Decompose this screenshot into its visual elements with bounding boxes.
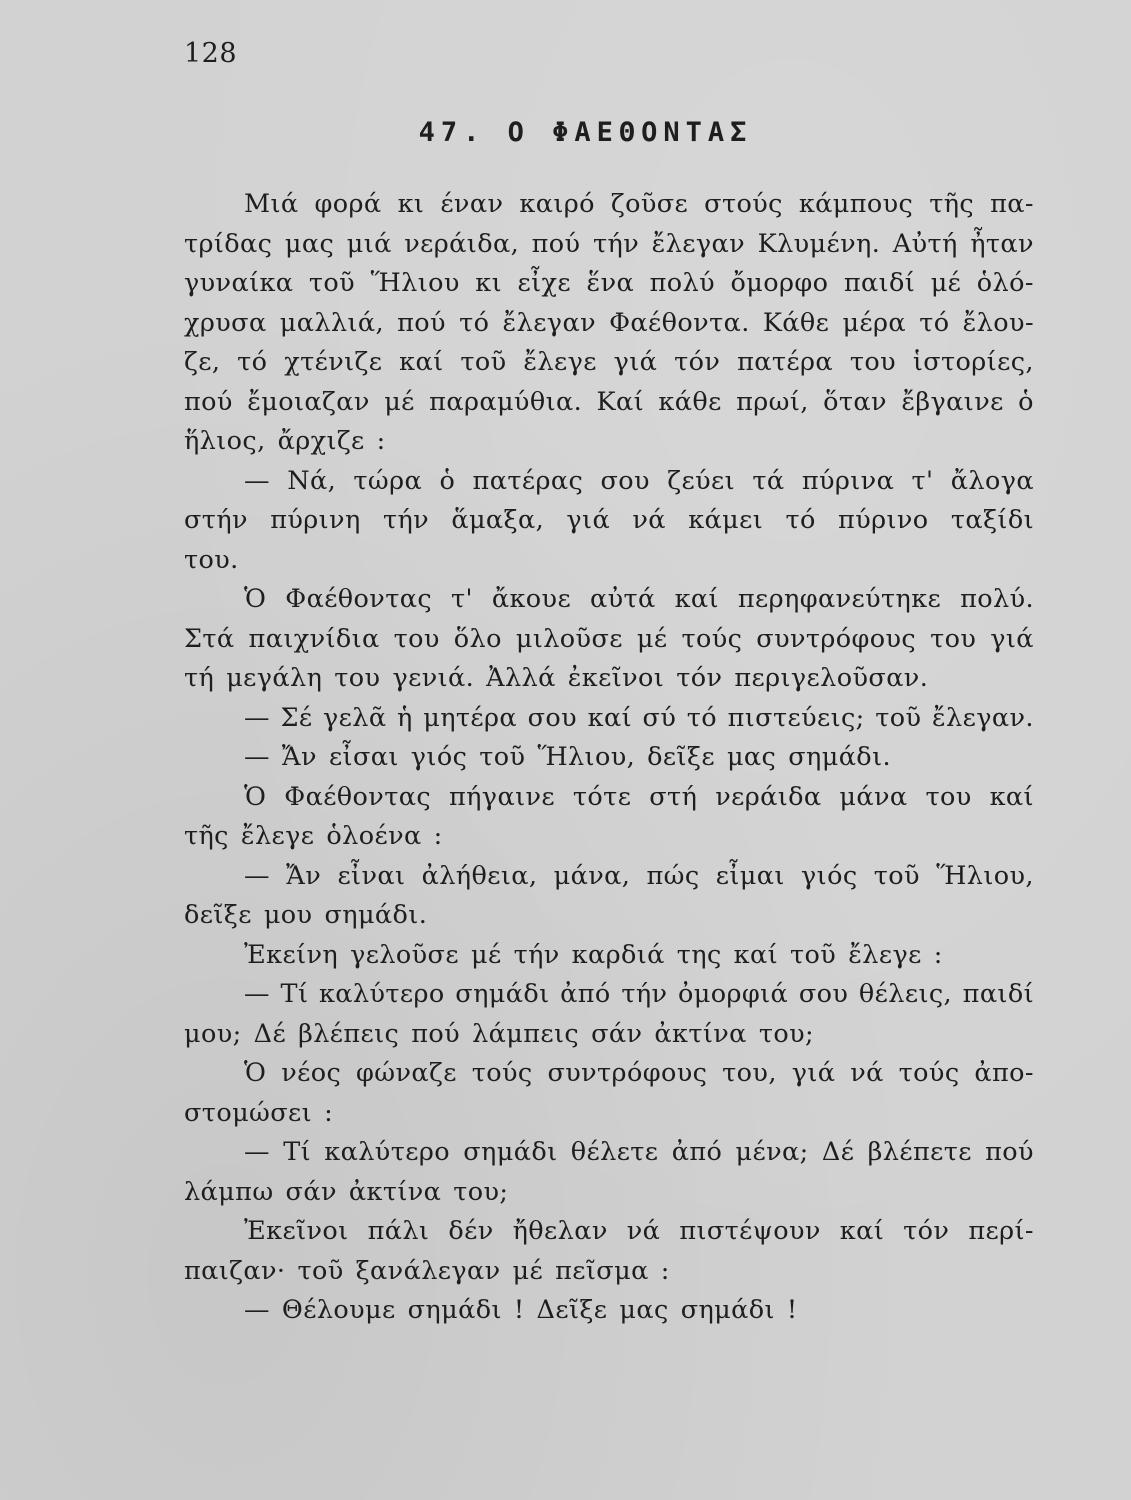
text-line: τῆς ἔλεγε ὁλοένα : <box>184 821 443 851</box>
text-line: Στά παιχνίδια του ὅλο μιλοῦσε μέ τούς συντρόφους του γιά <box>184 623 1034 654</box>
text-line: Ὁ νέος φώναζε τούς συντρόφους του, γιά νά τούς ἀπο- <box>244 1058 1034 1088</box>
text-line: μου; Δέ βλέπεις πού λάμπεις σάν ἀκτίνα του; <box>184 1018 814 1049</box>
text-line: τή μεγάλη του γενιά. Ἀλλά ἐκεῖνοι τόν περιγελοῦσαν. <box>184 663 929 693</box>
text-line: — Νά, τώρα ὁ πατέρας σου ζεύει τά πύρινα τ' ἄλογα <box>244 465 1034 496</box>
text-line: — Τί καλύτερο σημάδι θέλετε ἀπό μένα; Δέ βλέπετε πού <box>244 1137 1034 1167</box>
body-text <box>184 185 1034 1331</box>
text-line: πού ἔμοιαζαν μέ παραμύθια. Καί κάθε πρωί, ὅταν ἔβγαινε ὁ <box>184 386 1034 417</box>
text-line: χρυσα μαλλιά, πού τό ἔλεγαν Φαέθοντα. Κάθε μέρα τό ἔλου- <box>184 307 1034 338</box>
page-number: 128 <box>184 38 238 69</box>
text-line: γυναίκα τοῦ Ἥλιου κι εἶχε ἕνα πολύ ὄμορφο παιδί μέ ὁλό- <box>184 268 1034 298</box>
text-line: Ἐκείνη γελοῦσε μέ τήν καρδιά της καί τοῦ ἔλεγε : <box>244 939 943 970</box>
text-line: του. <box>184 544 239 575</box>
text-line: δεῖξε μου σημάδι. <box>184 900 428 930</box>
text-line: ἥλιος, ἄρχιζε : <box>184 426 386 456</box>
text-line: — Ἄν εἶναι ἀλήθεια, μάνα, πώς εἶμαι γιός τοῦ Ἥλιου, <box>244 860 1034 891</box>
text-line: Ὁ Φαέθοντας πήγαινε τότε στή νεράιδα μάνα του καί <box>244 781 1034 812</box>
text-line: Μιά φορά κι έναν καιρό ζοῦσε στούς κάμπους τῆς πα- <box>244 189 1034 219</box>
text-line: — Θέλουμε σημάδι ! Δεῖξε μας σημάδι ! <box>244 1295 798 1325</box>
chapter-title: 47. Ο ΦΑΕΘΟΝΤΑΣ <box>418 117 753 148</box>
text-line: — Ἄν εἶσαι γιός τοῦ Ἥλιου, δεῖξε μας σημάδι. <box>244 742 891 772</box>
text-line: στομώσει : <box>184 1097 334 1128</box>
text-line: Ἐκεῖνοι πάλι δέν ἤθελαν νά πιστέψουν καί τόν περί- <box>244 1216 1034 1246</box>
text-line: τρίδας μας μιά νεράιδα, πού τήν ἔλεγαν Κλυμένη. Αὐτή ἦταν <box>184 228 1034 259</box>
text-line: — Σέ γελᾶ ἡ μητέρα σου καί σύ τό πιστεύεις; τοῦ ἔλεγαν. <box>244 702 1034 733</box>
text-line: — Τί καλύτερο σημάδι ἀπό τήν ὀμορφιά σου θέλεις, παιδί <box>244 979 1034 1009</box>
text-line: ζε, τό χτένιζε καί τοῦ ἔλεγε γιά τόν πατέρα του ἱστορίες, <box>184 347 1034 377</box>
text-line: στήν πύρινη τήν ἅμαξα, γιά νά κάμει τό πύρινο ταξίδι <box>184 505 1034 535</box>
text-line: λάμπω σάν ἀκτίνα του; <box>184 1176 509 1207</box>
text-line: παιζαν· τοῦ ξανάλεγαν μέ πεῖσμα : <box>184 1255 670 1286</box>
text-line: Ὁ Φαέθοντας τ' ἄκουε αὐτά καί περηφανεύτηκε πολύ. <box>244 584 1034 614</box>
